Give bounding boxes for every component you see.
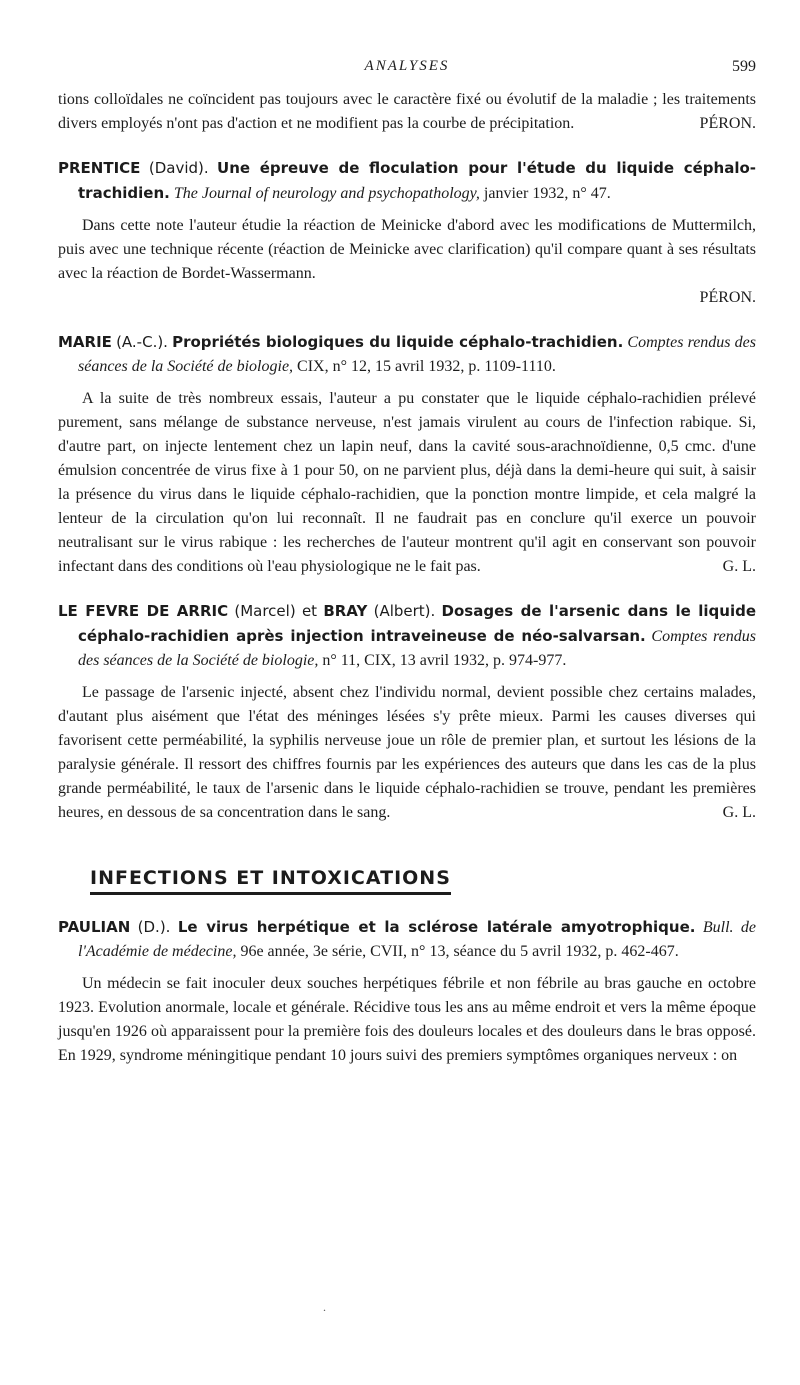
footer-mark: . [323,1300,326,1314]
entry-body [58,972,756,1068]
entry-body-text: Le passage de l'arsenic injecté, absent chez l'individu normal, devient possible chez certains malades, d'autant plus aisément que l'état des méninges lésées s'y prête mieux. Parmi les causes diverses qui favorisent cette perméabilité, la syphilis nerveuse joue un rôle de premier plan, et surtout les lésions de la paralysie générale. Il ressort des chiffres fournis par les expériences des auteurs que dans les cas de la plus grande perméabilité, le taux de l'arsenic dans le liquide céphalo-rachidien se trouve, pendant les premières heures, en dessous de sa concentration dans le sang. [58,684,756,821]
entry-body-text: Dans cette note l'auteur étudie la réaction de Meinicke d'abord avec les modifications de Muttermilch, puis avec une technique récente (réaction de Meinicke avec clarification) qu'il compare quant à ses résultats avec la réaction de Bordet-Wassermann. [58,217,756,282]
review-entry [58,915,756,1068]
entry-citation: CIX, n° 12, 15 avril 1932, p. 1109-1110. [297,358,556,375]
running-title: ANALYSES [364,58,450,74]
entry-title: Dosages de l'arsenic dans le liquide céphalo-rachidien après injection intraveineuse de néo-salvarsan. [78,602,757,645]
entry-author: PAULIAN [58,918,131,936]
entry-journal: Comptes rendus des séances de la Société de biologie, [78,628,757,669]
entry-author-second-given: (Albert). [373,602,436,620]
review-entry [58,156,756,310]
entry-author: MARIE [58,333,112,351]
entry-heading [58,156,756,206]
entry-heading [58,599,756,673]
entry-journal: Bull. de l'Académie de médecine, [78,919,757,960]
reviewer-initials: G. L. [722,558,756,575]
entry-author-given: (David). [148,159,209,177]
continuation-paragraph [58,88,756,136]
page-number: 599 [732,58,756,75]
page-header [58,58,756,88]
entry-author: LE FEVRE DE ARRIC [58,602,229,620]
section-heading: INFECTIONS ET INTOXICATIONS [90,867,451,895]
entry-title: Propriétés biologiques du liquide céphalo-trachidien. [172,333,624,351]
continuation-text: tions colloïdales ne coïncident pas toujours avec le caractère fixé ou évolutif de la maladie ; les traitements divers employés n'ont pas d'action et ne modifient pas la courbe de précipitation. [58,91,756,132]
review-entry [58,599,756,825]
entry-citation: n° 11, CIX, 13 avril 1932, p. 974-977. [322,652,567,669]
entry-author-given: (Marcel) [234,602,296,620]
reviewer-initials: PÉRON. [699,115,756,132]
entry-author-given: (A.-C.). [116,333,168,351]
entry-body-text: A la suite de très nombreux essais, l'auteur a pu constater que le liquide céphalo-rachidien prélevé purement, sans mélange de substance nerveuse, n'est jamais virulent au cours de l'infection rabique. Si, d'autre part, on injecte lentement chez un lapin neuf, dans la cavité sous-arachnoïdienne, 0,5 cmc. d'une émulsion concentrée de virus fixe à 1 pour 50, on ne parvient plus, déjà dans la demi-heure qui suit, à saisir la présence du virus dans le liquide céphalo-rachidien, que la ponction montre limpide, et cela malgré la lenteur de la circulation qu'on lui reconnaît. Il ne faudrait pas en conclure qu'il exerce un pouvoir neutralisant sur le virus rabique : les recherches de l'auteur montrent qu'il agit en conservant son pouvoir infectant dans des conditions où l'eau physiologique ne le fait pas. [58,390,756,575]
entry-heading [58,915,756,964]
reviewer-initials: G. L. [722,804,756,821]
entry-body-text: Un médecin se fait inoculer deux souches herpétiques fébrile et non fébrile au bras gauche en octobre 1923. Evolution anormale, locale et générale. Récidive tous les ans au même endroit et vers la même époque jusqu'en 1926 où apparaissent pour la première fois des douleurs locales et des douleurs dans le bras opposé. En 1929, syndrome méningitique pendant 10 jours suivi des premiers symptômes organiques nerveux : on [58,975,756,1064]
journal-page [58,58,756,1068]
entry-author-second: BRAY [323,602,368,620]
entry-citation: janvier 1932, n° 47. [483,185,611,202]
entry-author: PRENTICE [58,159,141,177]
entry-title: Le virus herpétique et la sclérose latérale amyotrophique. [177,918,696,936]
entry-author-connector: et [301,602,318,620]
entry-title: Une épreuve de floculation pour l'étude du liquide céphalo-trachidien. [78,159,756,202]
entry-journal: Comptes rendus des séances de la Société de biologie, [78,334,756,375]
entry-body [58,387,756,579]
entry-body [58,214,756,286]
entry-heading [58,330,756,379]
reviewer-initials: PÉRON. [699,289,756,306]
entry-author-given: (D.). [137,918,171,936]
entry-initials-line [58,286,756,310]
entry-journal: The Journal of neurology and psychopathology, [173,185,480,202]
review-entry [58,330,756,579]
entry-citation: 96e année, 3e série, CVII, n° 13, séance du 5 avril 1932, p. 462-467. [240,943,679,960]
entry-body [58,681,756,825]
